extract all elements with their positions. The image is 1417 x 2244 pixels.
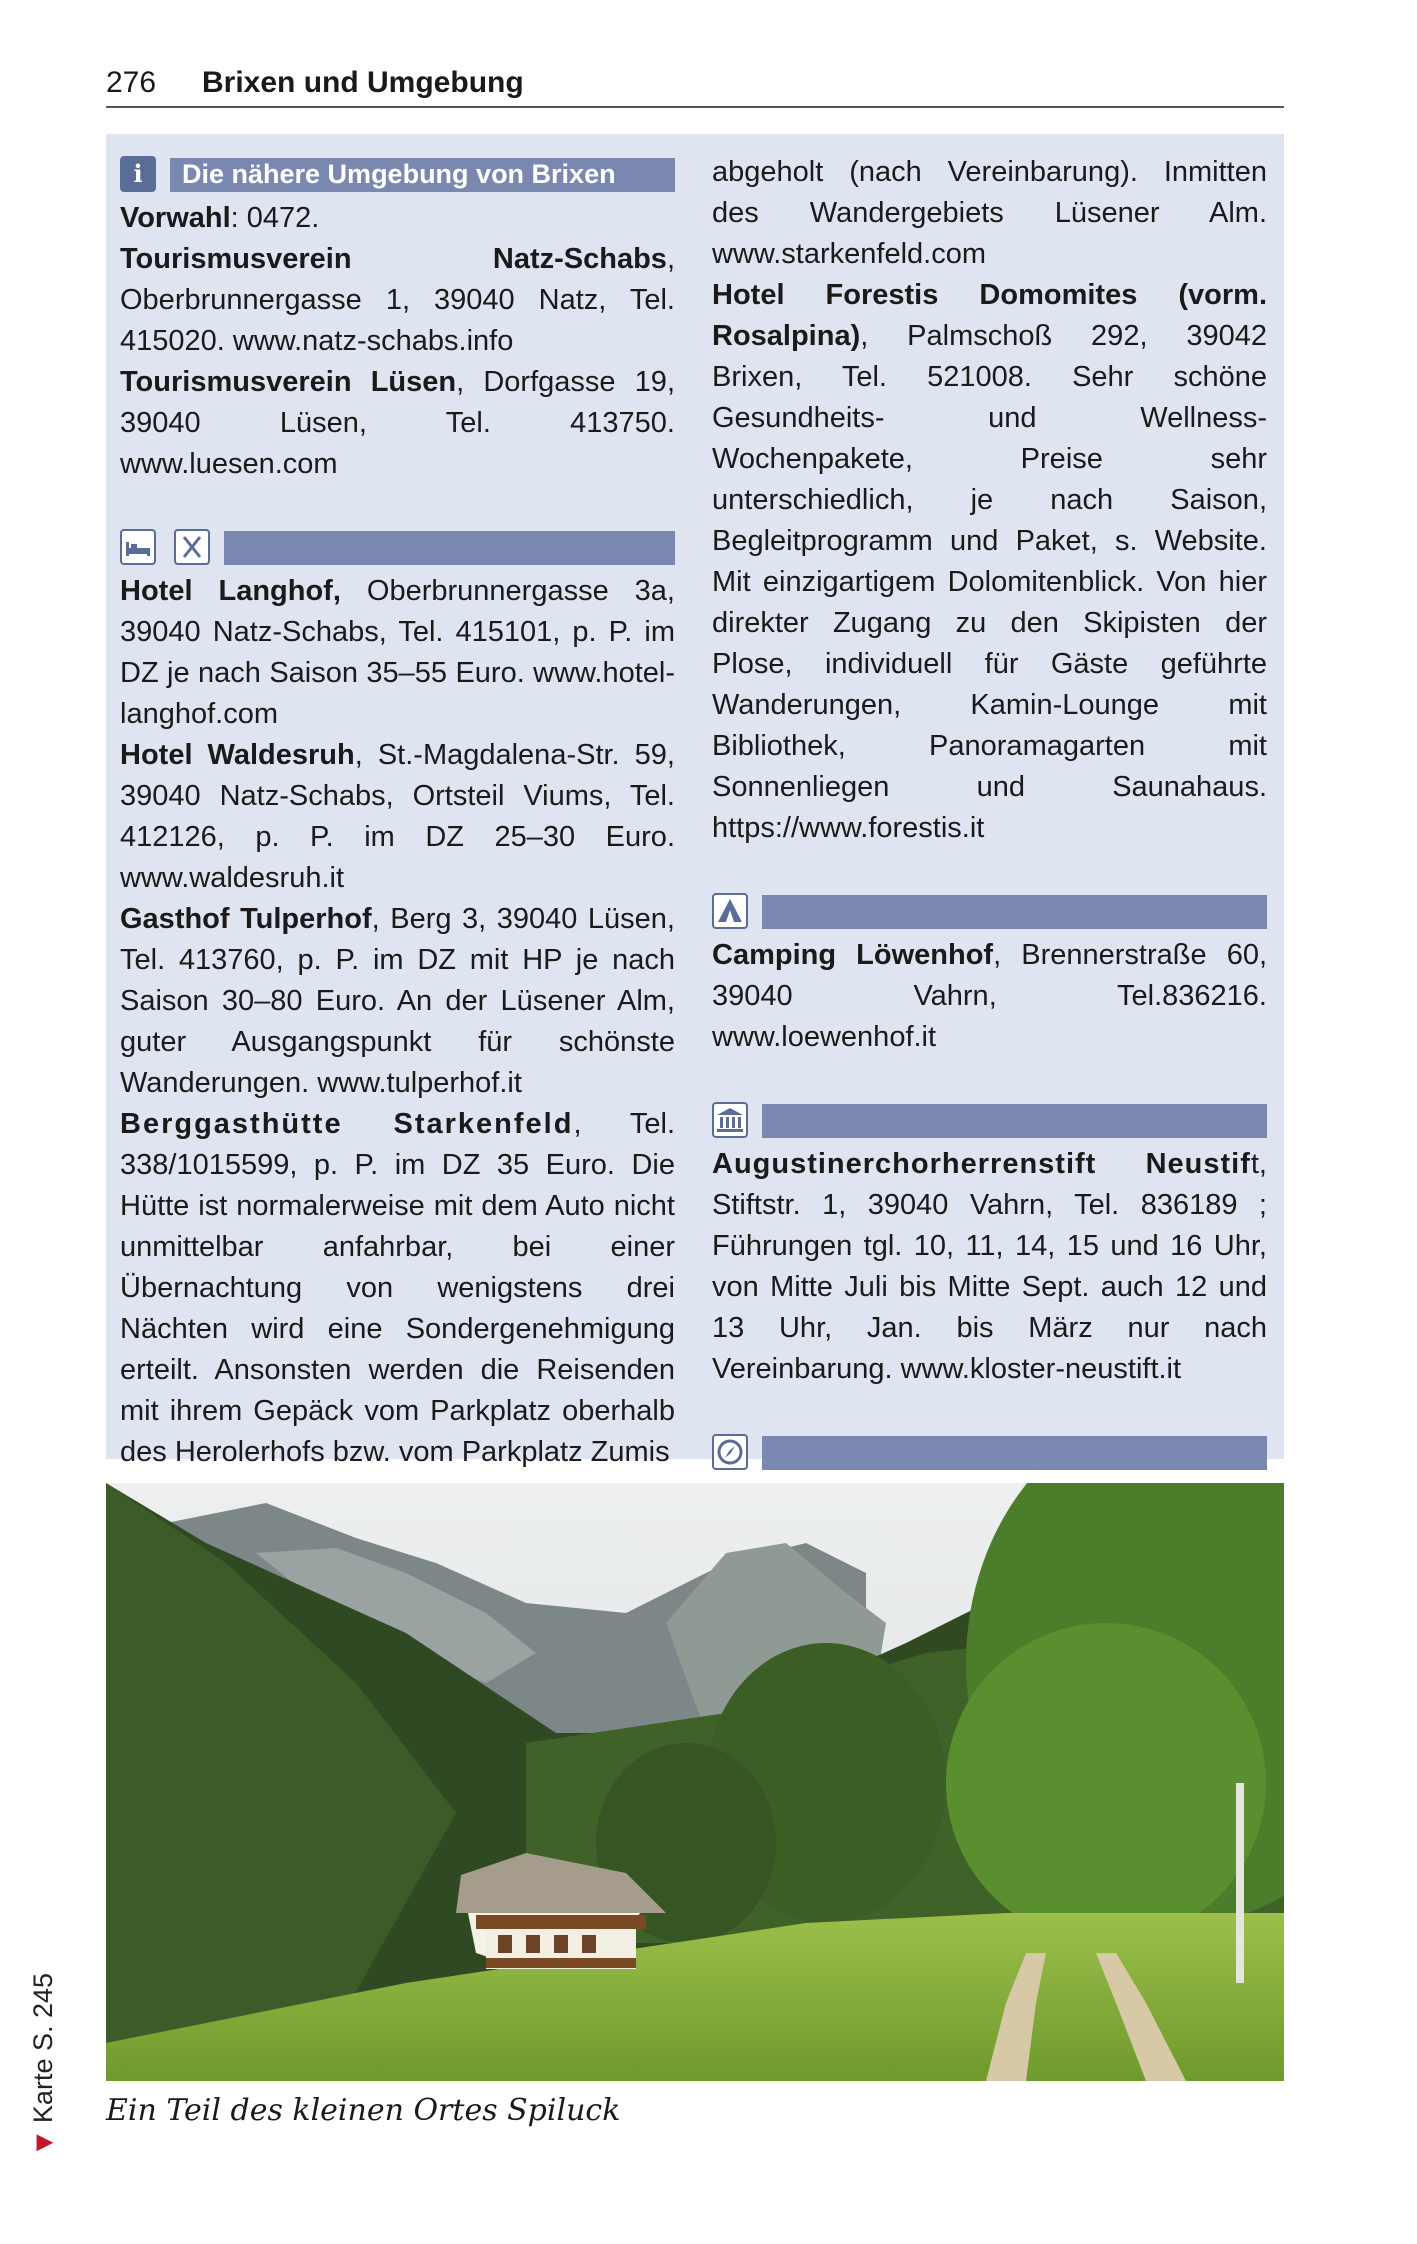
berggasthuette-starkenfeld: Berggasthütte Starkenfeld, Tel. 338/1015599, p. P. im DZ 35 Euro. Die Hütte ist normalerweise mit dem Auto nicht unmittelbar anfahrbar, bei einer Übernachtung von wenigstens drei Nächten wird eine Sondergenehmigung erteilt. Ansonsten werden die Reisenden mit ihrem Gepäck vom Parkplatz oberhalb des Herolerhofs bzw. vom Parkplatz Zumis [120,1108,676,1468]
map-page-reference [28,1750,68,2154]
gasthof-tulperhof: Gasthof Tulperhof, Berg 3, 39040 Lüsen, Tel. 413760, p. P. im DZ mit HP je nach Saison 30–80 Euro. An der Lüsener Alm, guter Ausgangspunkt für schönste Wanderungen. www.tulperhof.it [120,903,675,1099]
info-box [106,134,1284,1468]
camping-section-header [712,893,1267,929]
left-column [120,152,675,1473]
bed-icon [120,529,156,565]
vorwahl: Vorwahl: 0472. [120,202,320,234]
museum-icon [712,1102,748,1138]
section-bar [224,531,675,565]
map-section-header [712,1434,1267,1470]
photo-caption: Ein Teil des kleinen Ortes Spiluck [106,2093,621,2128]
triangle-marker-icon: ▶ [36,2128,54,2154]
augustiner-neustift: Augustinerchorherrenstift Neustift, Stiftstr. 1, 39040 Vahrn, Tel. 836189 ; Führungen tgl. 10, 11, 14, 15 und 16 Uhr, von Mitte Juli bis Mitte Sept. auch 12 und 13 Uhr, Jan. bis März nur nach Vereinbarung. www.kloster-neustift.it [712,1148,1267,1385]
map-page-text: Karte S. 245 [28,1972,58,2124]
hotel-forestis: Hotel Forestis Domomites (vorm. Rosalpina), Palmschoß 292, 39042 Brixen, Tel. 521008. Sehr schöne Gesundheits- und Wellness-Wochenpakete, Preise sehr unterschiedlich, je nach Saison, Begleitprogramm und Paket, s. Website. Mit einzigartigem Dolomitenblick. Von hier direkter Zugang zu den Skipisten der Plose, individuell für Gäste geführte Wanderungen, Kamin-Lounge mit Bibliothek, Panoramagarten mit Sonnenliegen und Saunahaus. https://www.forestis.it [712,279,1267,844]
camping-loewenhof: Camping Löwenhof, Brennerstraße 60, 39040 Vahrn, Tel.836216. www.loewenhof.it [712,939,1268,1053]
page-number: 276 [106,66,157,99]
info-section-header [120,156,675,192]
tent-icon [712,893,748,929]
tourism-office-luesen: Tourismusverein Lüsen, Dorfgasse 19, 39040 Lüsen, Tel. 413750. www.luesen.com [120,366,675,480]
hotel-waldesruh: Hotel Waldesruh, St.-Magdalena-Str. 59, 39040 Natz-Schabs, Ortsteil Viums, Tel. 412126, p. P. im DZ 25–30 Euro. www.waldesruh.it [120,739,675,894]
section-title: Die nähere Umgebung von Brixen [182,159,616,189]
right-column [712,152,1267,1558]
hotel-langhof: Hotel Langhof, Oberbrunnergasse 3a, 39040 Natz-Schabs, Tel. 415101, p. P. im DZ je nach Saison 35–55 Euro. www.hotel-langhof.com [120,575,675,730]
lodging-section-header [120,529,675,565]
landscape-photo [106,1483,1284,2081]
sight-section-header [712,1102,1267,1138]
section-bar [762,895,1267,929]
starkenfeld-continued: abgeholt (nach Vereinbarung). Inmitten des Wandergebiets Lüsener Alm. www.starkenfeld.com [712,156,1267,270]
tourism-office-natz: Tourismusverein Natz-Schabs, Oberbrunnergasse 1, 39040 Natz, Tel. 415020. www.natz-schabs.info [120,243,675,357]
chapter-title: Brixen und Umgebung [202,66,524,99]
cutlery-icon [174,529,210,565]
page-header [106,66,1284,108]
section-bar [762,1104,1267,1138]
section-bar [762,1436,1267,1470]
compass-icon [712,1434,748,1470]
info-icon: i [120,156,156,192]
